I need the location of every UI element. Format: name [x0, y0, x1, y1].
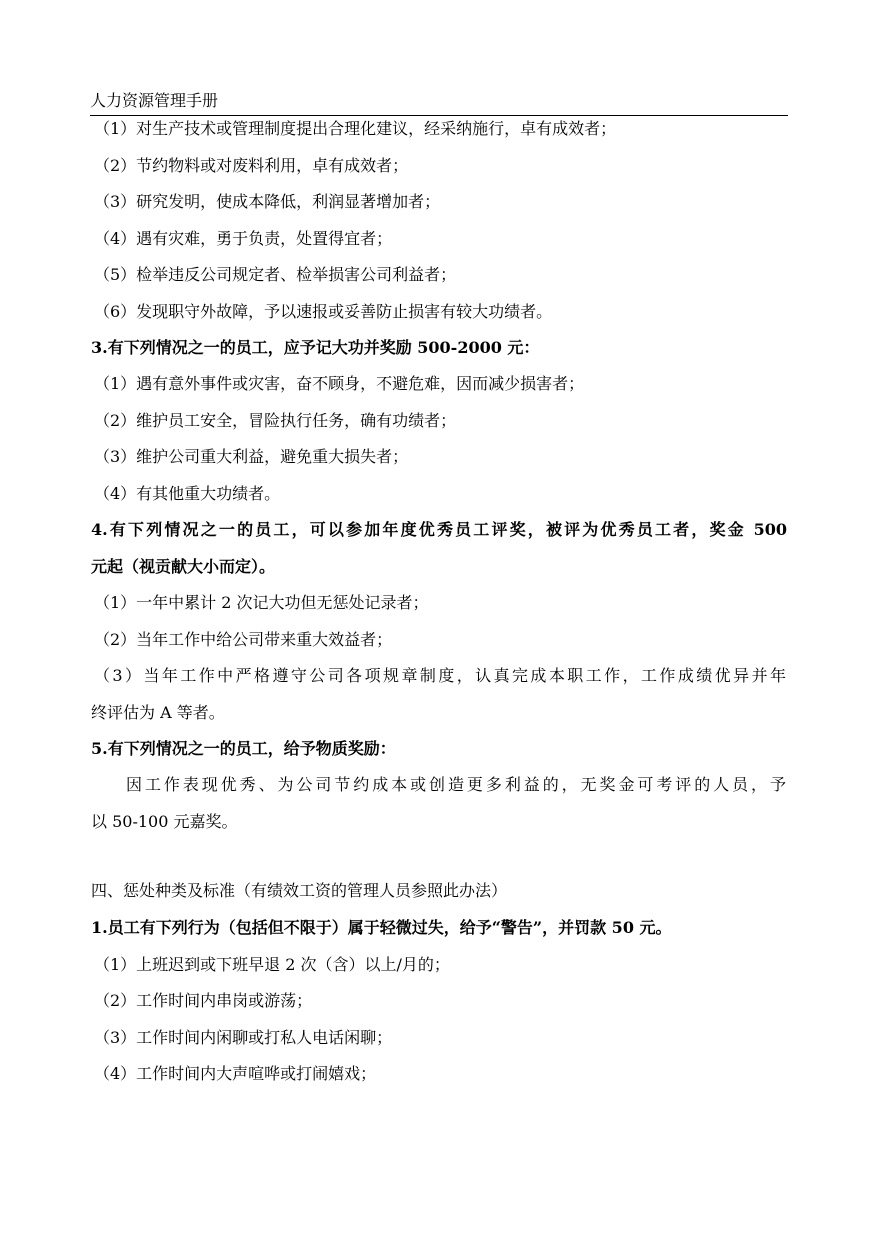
list-item: （4）工作时间内大声喧哗或打闹嬉戏； [94, 1064, 377, 1083]
list-item: （3）工作时间内闲聊或打私人电话闲聊； [94, 1028, 393, 1047]
section-heading: 4.有下列情况之一的员工，可以参加年度优秀员工评奖，被评为优秀员工者，奖金 500 [91, 520, 787, 539]
list-item: （3）研究发明，使成本降低，利润显著增加者； [94, 192, 441, 211]
section-heading-continuation: 元起（视贡献大小而定）。 [91, 557, 276, 576]
list-item: （5）检举违反公司规定者、检举损害公司利益者； [94, 265, 457, 284]
chapter-heading: 四、惩处种类及标准（有绩效工资的管理人员参照此办法） [91, 881, 508, 900]
list-item: （3）当年工作中严格遵守公司各项规章制度，认真完成本职工作，工作成绩优异并年 [94, 666, 786, 685]
list-item: （1）对生产技术或管理制度提出合理化建议，经采纳施行，卓有成效者； [94, 119, 617, 138]
paragraph-continuation: 以 50-100 元嘉奖。 [91, 812, 238, 831]
list-item: （4）有其他重大功绩者。 [94, 484, 281, 503]
list-item: （2）维护员工安全，冒险执行任务，确有功绩者； [94, 411, 457, 430]
list-item: （6）发现职守外故障，予以速报或妥善防止损害有较大功绩者。 [94, 302, 553, 321]
paragraph: 因工作表现优秀、为公司节约成本或创造更多利益的，无奖金可考评的人员，予 [126, 775, 786, 794]
header-title: 人力资源管理手册 [90, 91, 219, 110]
list-item: （1）上班迟到或下班早退 2 次（含）以上/月的； [94, 955, 450, 974]
list-item: （1）遇有意外事件或灾害，奋不顾身，不避危难，因而减少损害者； [94, 374, 585, 393]
list-item: （1）一年中累计 2 次记大功但无惩处记录者； [94, 593, 429, 612]
list-item: （2）节约物料或对废料利用，卓有成效者； [94, 156, 409, 175]
section-heading: 5.有下列情况之一的员工，给予物质奖励： [91, 739, 396, 758]
list-item: （2）当年工作中给公司带来重大效益者； [94, 630, 393, 649]
section-heading: 1.员工有下列行为（包括但不限于）属于轻微过失，给予“警告”，并罚款 50 元。 [91, 918, 672, 937]
list-item: （3）维护公司重大利益，避免重大损失者； [94, 447, 409, 466]
section-heading: 3.有下列情况之一的员工，应予记大功并奖励 500-2000 元： [91, 338, 540, 357]
page-header [90, 88, 788, 116]
list-item: （4）遇有灾难，勇于负责，处置得宜者； [94, 229, 393, 248]
list-item: （2）工作时间内串岗或游荡； [94, 991, 313, 1010]
list-item-continuation: 终评估为 A 等者。 [91, 703, 225, 722]
